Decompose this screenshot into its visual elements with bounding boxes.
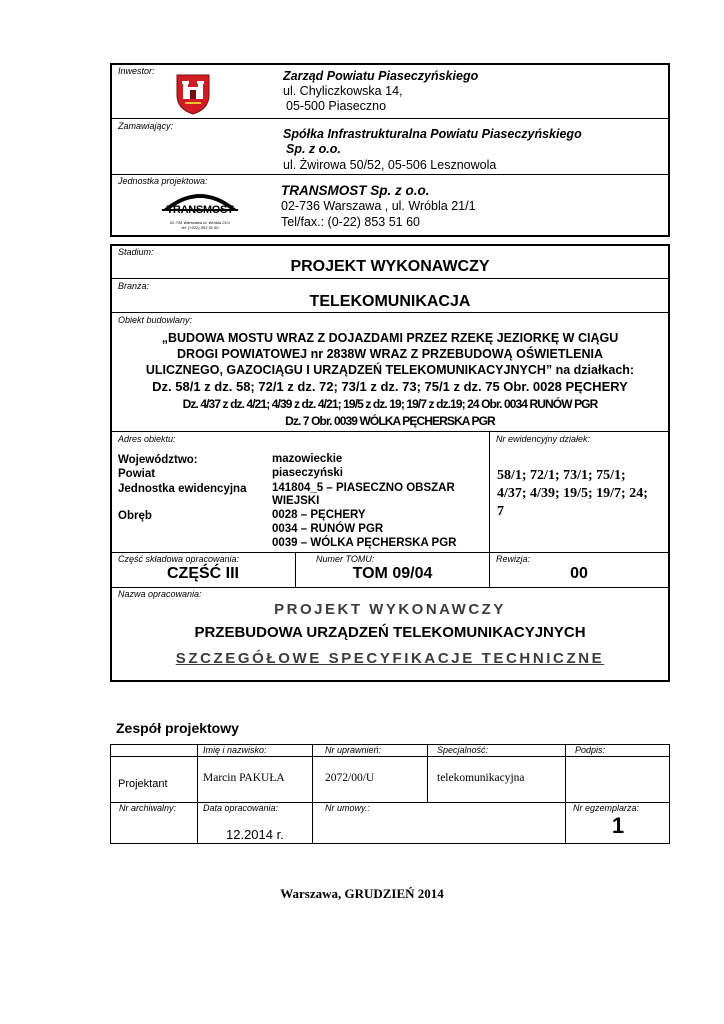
designer-name: TRANSMOST Sp. z o.o. xyxy=(281,183,430,198)
stage-label: Stadium: xyxy=(118,247,154,257)
contract-label: Nr umowy.: xyxy=(325,803,370,813)
addr-key-2: Powiat xyxy=(118,468,156,480)
client-name-1: Spółka Infrastrukturalna Powiatu Piaseczyńskiego xyxy=(283,127,582,141)
speciality-cell: telekomunikacyjna xyxy=(437,772,525,784)
transmost-logo-sub2: tel. (+022) 853 51 60 xyxy=(181,225,219,230)
revision-value: 00 xyxy=(570,565,588,582)
client-name-2: Sp. z o.o. xyxy=(286,142,341,156)
addr-val-2: piaseczyński xyxy=(272,467,343,479)
designer-label: Jednostka projektowa: xyxy=(118,176,208,186)
plots-label: Nr ewidencyjny działek: xyxy=(496,434,591,444)
object-line-5: Dz. 4/37 z dz. 4/21; 4/39 z dz. 4/21; 19/5 z dz. 19; 19/7 z dz.19; 24 Obr. 0034 RUNÓW PGR xyxy=(182,397,598,411)
col-name-header: Imię i nazwisko: xyxy=(203,745,267,755)
designer-tel: Tel/fax.: (0-22) 853 51 60 xyxy=(281,215,420,229)
plots-line-3: 7 xyxy=(497,504,504,519)
name-line-1: PROJEKT WYKONAWCZY xyxy=(274,601,506,618)
client-label: Zamawiający: xyxy=(118,121,174,131)
part-label: Część składowa opracowania: xyxy=(118,554,240,564)
object-line-4: Dz. 58/1 z dz. 58; 72/1 z dz. 72; 73/1 z dz. 73; 75/1 z dz. 75 Obr. 0028 PĘCHERY xyxy=(152,379,628,394)
part-value: CZĘŚĆ III xyxy=(166,565,239,582)
investor-name: Zarząd Powiatu Piaseczyńskiego xyxy=(283,69,479,83)
transmost-logo-text: TRANSMOST xyxy=(166,204,234,216)
col-sign-header: Podpis: xyxy=(575,745,606,755)
addr-val-4: WIEJSKI xyxy=(272,495,320,507)
addr-key-3: Jednostka ewidencyjna xyxy=(118,483,247,495)
team-heading: Zespół projektowy xyxy=(116,720,239,736)
object-line-2: DROGI POWIATOWEJ nr 2838W WRAZ Z PRZEBUDOWĄ OŚWIETLENIA xyxy=(177,347,603,361)
addr-key-5: Obręb xyxy=(118,510,152,522)
date-value: 12.2014 r. xyxy=(226,827,284,842)
addr-val-6: 0034 – RUNÓW PGR xyxy=(272,523,384,535)
transmost-logo-sub1: 02-736 Warszawa ul. Wróbla 21/1 xyxy=(169,220,231,225)
client-address: ul. Żwirowa 50/52, 05-506 Lesznowola xyxy=(283,158,497,172)
col-license-header: Nr uprawnień: xyxy=(325,745,382,755)
branch-label: Branża: xyxy=(118,281,150,291)
name-line-3: SZCZEGÓŁOWE SPECYFIKACJE TECHNICZNE xyxy=(175,650,605,667)
investor-label: Inwestor: xyxy=(118,66,155,76)
volume-value: TOM 09/04 xyxy=(352,565,433,582)
investor-address-1: ul. Chyliczkowska 14, xyxy=(283,84,403,98)
investor-address-2: 05-500 Piaseczno xyxy=(286,99,387,113)
branch-value: TELEKOMUNIKACJA xyxy=(309,293,471,310)
col-spec-header: Specjalność: xyxy=(437,745,489,755)
date-label: Data opracowania: xyxy=(203,803,279,813)
addr-val-3: 141804_5 – PIASECZNO OBSZAR xyxy=(272,482,455,494)
addr-val-5: 0028 – PĘCHERY xyxy=(272,509,366,521)
designer-address: 02-736 Warszawa , ul. Wróbla 21/1 xyxy=(281,199,476,213)
copy-label: Nr egzemplarza: xyxy=(573,803,640,813)
person-cell: Marcin PAKUŁA xyxy=(203,772,285,784)
object-line-1: „BUDOWA MOSTU WRAZ Z DOJAZDAMI PRZEZ RZEKĘ JEZIORKĘ W CIĄGU xyxy=(161,331,619,345)
revision-label: Rewizja: xyxy=(496,554,531,564)
license-cell: 2072/00/U xyxy=(325,772,375,784)
role-cell: Projektant xyxy=(118,778,168,790)
object-line-3: ULICZNEGO, GAZOCIĄGU I URZĄDZEŃ TELEKOMUNIKACYJNYCH” na działkach: xyxy=(145,363,635,377)
stage-value: PROJEKT WYKONAWCZY xyxy=(290,258,490,275)
volume-label: Numer TOMU: xyxy=(316,554,375,564)
addr-key-1: Województwo: xyxy=(118,454,198,466)
addr-val-7: 0039 – WÓLKA PĘCHERSKA PGR xyxy=(272,537,457,549)
plots-line-1: 58/1; 72/1; 73/1; 75/1; xyxy=(497,468,626,483)
coat-of-arms-logo xyxy=(175,73,211,115)
address-label: Adres obiektu: xyxy=(118,434,176,444)
object-line-6: Dz. 7 Obr. 0039 WÓLKA PĘCHERSKA PGR xyxy=(285,414,495,428)
object-label: Obiekt budowlany: xyxy=(118,315,193,325)
plots-line-2: 4/37; 4/39; 19/5; 19/7; 24; xyxy=(497,486,648,501)
name-label: Nazwa opracowania: xyxy=(118,589,202,599)
place-date: Warszawa, GRUDZIEŃ 2014 xyxy=(280,886,444,901)
archive-label: Nr archiwalny: xyxy=(119,803,177,813)
copy-value: 1 xyxy=(611,813,625,838)
name-line-2: PRZEBUDOWA URZĄDZEŃ TELEKOMUNIKACYJNYCH xyxy=(194,624,586,641)
addr-val-1: mazowieckie xyxy=(272,453,343,465)
